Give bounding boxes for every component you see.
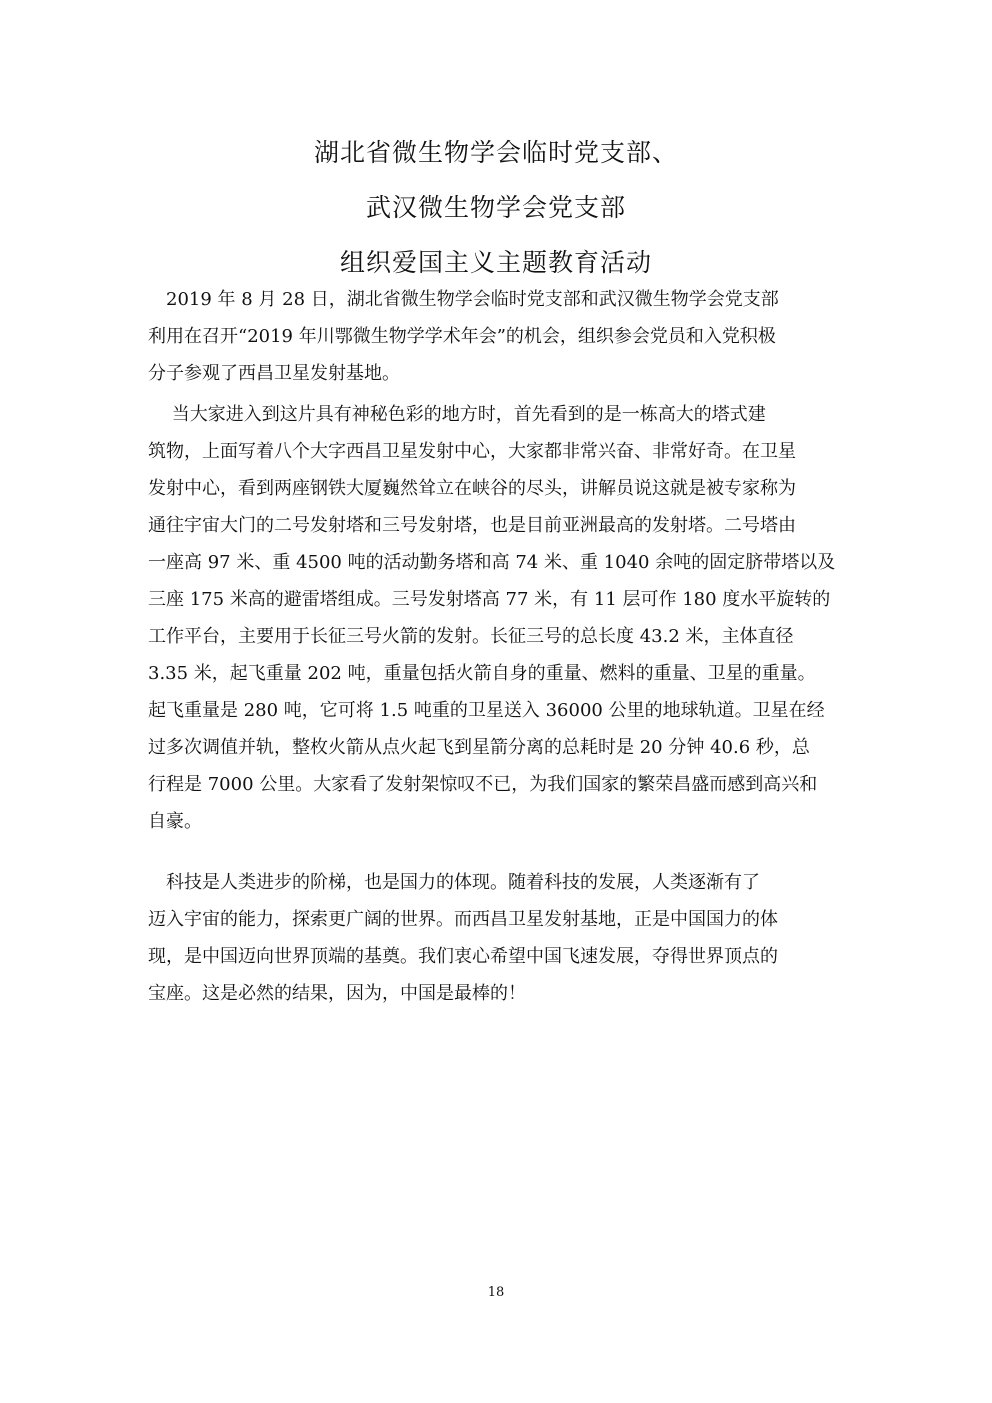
page-number: 18 <box>487 1285 505 1300</box>
paragraph-line: 过多次调值并轨，整枚火箭从点火起飞到星箭分离的总耗时是 20 分钟 40.6 秒，总 <box>148 737 810 758</box>
paragraph-3 <box>148 864 883 1012</box>
paragraph-line: 宝座。这是必然的结果，因为，中国是最棒的！ <box>148 983 526 1004</box>
paragraph-line: 3.35 米，起飞重量 202 吨，重量包括火箭自身的重量、燃料的重量、卫星的重量。 <box>148 663 816 684</box>
paragraph-line: 利用在召开“2019 年川鄂微生物学学术年会”的机会，组织参会党员和入党积极 <box>148 326 776 347</box>
paragraph-1 <box>148 281 883 392</box>
paragraph-line: 分子参观了西昌卫星发射基地。 <box>148 363 400 384</box>
paragraph-line: 行程是 7000 公里。大家看了发射架惊叹不已，为我们国家的繁荣昌盛而感到高兴和 <box>148 774 818 795</box>
paragraph-line: 筑物，上面写着八个大字西昌卫星发射中心，大家都非常兴奋、非常好奇。在卫星 <box>148 441 796 462</box>
title-line-1: 湖北省微生物学会临时党支部、 <box>313 138 678 167</box>
paragraph-line: 现，是中国迈向世界顶端的基奠。我们衷心希望中国飞速发展，夺得世界顶点的 <box>148 946 778 967</box>
title-line-3: 组织爱国主义主题教育活动 <box>339 248 652 277</box>
paragraph-line: 工作平台，主要用于长征三号火箭的发射。长征三号的总长度 43.2 米，主体直径 <box>148 626 794 647</box>
paragraph-line: 自豪。 <box>148 811 202 832</box>
paragraph-line: 起飞重量是 280 吨，它可将 1.5 吨重的卫星送入 36000 公里的地球轨道。卫星在经 <box>148 700 825 721</box>
paragraph-line: 当大家进入到这片具有神秘色彩的地方时，首先看到的是一栋高大的塔式建 <box>148 404 766 425</box>
document-title <box>0 125 992 290</box>
paragraph-line: 迈入宇宙的能力，探索更广阔的世界。而西昌卫星发射基地，正是中国国力的体 <box>148 909 778 930</box>
paragraph-line: 2019 年 8 月 28 日，湖北省微生物学会临时党支部和武汉微生物学会党支部 <box>148 289 779 310</box>
paragraph-line: 三座 175 米高的避雷塔组成。三号发射塔高 77 米，有 11 层可作 180 度水平旋转的 <box>148 589 831 610</box>
paragraph-2 <box>148 396 883 840</box>
paragraph-line: 通往宇宙大门的二号发射塔和三号发射塔，也是目前亚洲最高的发射塔。二号塔由 <box>148 515 796 536</box>
paragraph-line: 一座高 97 米、重 4500 吨的活动勤务塔和高 74 米、重 1040 余吨的固定脐带塔以及 <box>148 552 836 573</box>
paragraph-line: 发射中心，看到两座钢铁大厦巍然耸立在峡谷的尽头，讲解员说这就是被专家称为 <box>148 478 796 499</box>
title-line-2: 武汉微生物学会党支部 <box>365 193 626 222</box>
paragraph-line: 科技是人类进步的阶梯，也是国力的体现。随着科技的发展，人类逐渐有了 <box>148 872 760 893</box>
